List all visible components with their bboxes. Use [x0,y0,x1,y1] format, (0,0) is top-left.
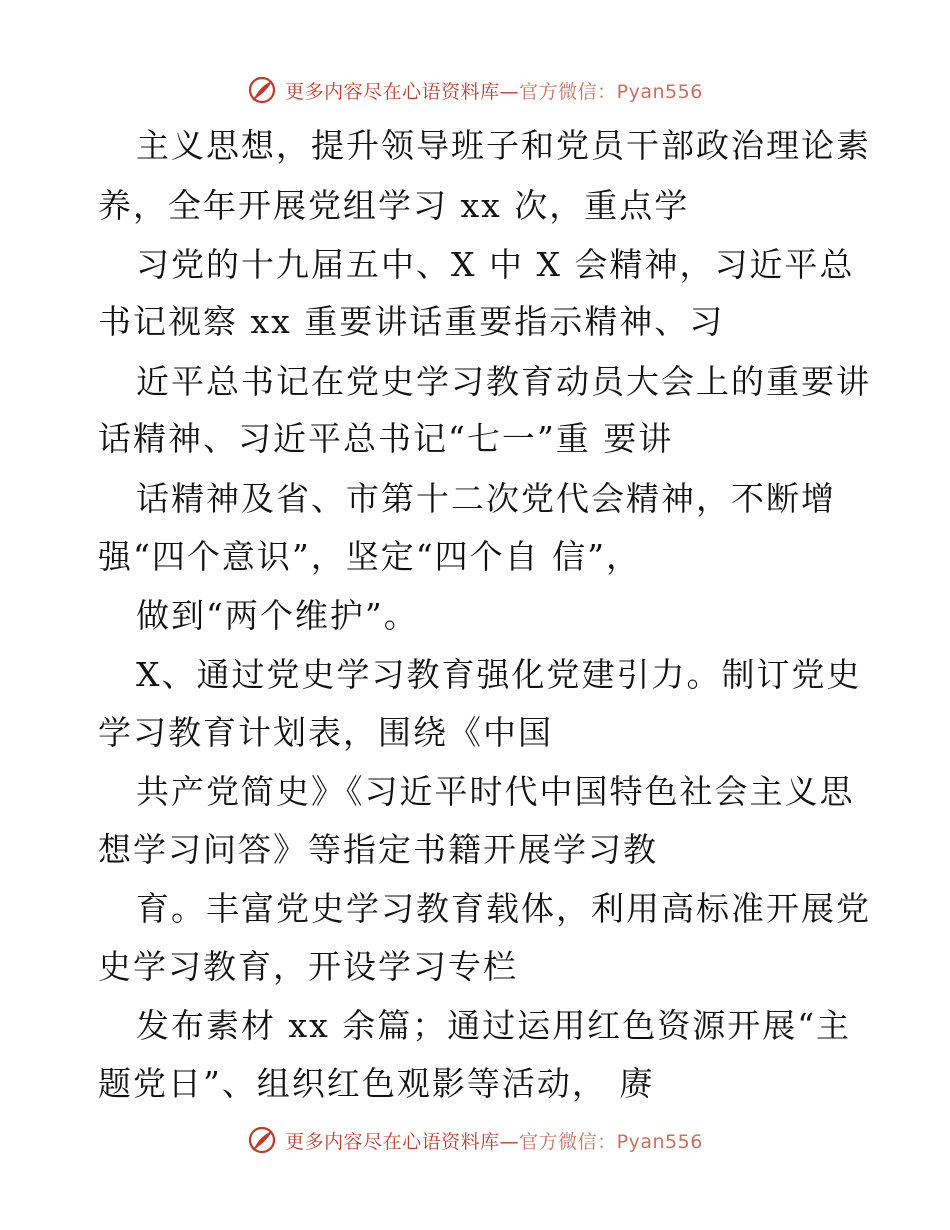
text-line: 习党的十九届五中、X 中 X 会精神，习近平总 [136,245,855,284]
watermark-banner-bottom [0,1120,950,1160]
text-line: 学习教育计划表，围绕《中国 [98,713,553,752]
text-line: 史学习教育，开设学习专栏 [98,947,518,986]
text-line: 共产党简史》《习近平时代中国特色社会主义思 [136,772,855,811]
text-line: 近平总书记在党史学习教育动员大会上的重要讲 [136,362,871,401]
text-line: 题党日”、组织红色观影等活动， 赓 [98,1064,655,1103]
text-line: 主义思想，提升领导班子和党员干部政治理论素 [136,126,871,165]
watermark-text: 更多内容尽在心语资料库—官方微信：Pyan556 [285,80,703,103]
text-line: 强“四个意识”，坚定“四个自 信”， [98,537,641,576]
text-line: 育。丰富党史学习教育载体，利用高标准开展党 [136,889,871,928]
wechat-id: 官方微信：Pyan556 [519,80,703,103]
text-line: 想学习问答》等指定书籍开展学习教 [98,830,658,869]
wechat-id: 官方微信：Pyan556 [519,1130,703,1153]
text-line: 发布素材 xx 余篇；通过运用红色资源开展“主 [136,1006,852,1045]
feather-logo-icon [247,1125,277,1155]
text-line: X、通过党史学习教育强化党建引力。制订党史 [136,655,862,694]
text-line: 做到“两个维护”。 [136,596,419,635]
text-line: 书记视察 xx 重要讲话重要指示精神、习 [98,302,725,341]
text-line: 话精神及省、市第十二次党代会精神，不断增 [136,479,836,518]
text-line: 养，全年开展党组学习 xx 次，重点学 [98,186,690,225]
text-line: 话精神、习近平总书记“七一”重 要讲 [98,419,674,458]
watermark-text: 更多内容尽在心语资料库—官方微信：Pyan556 [285,1130,703,1153]
